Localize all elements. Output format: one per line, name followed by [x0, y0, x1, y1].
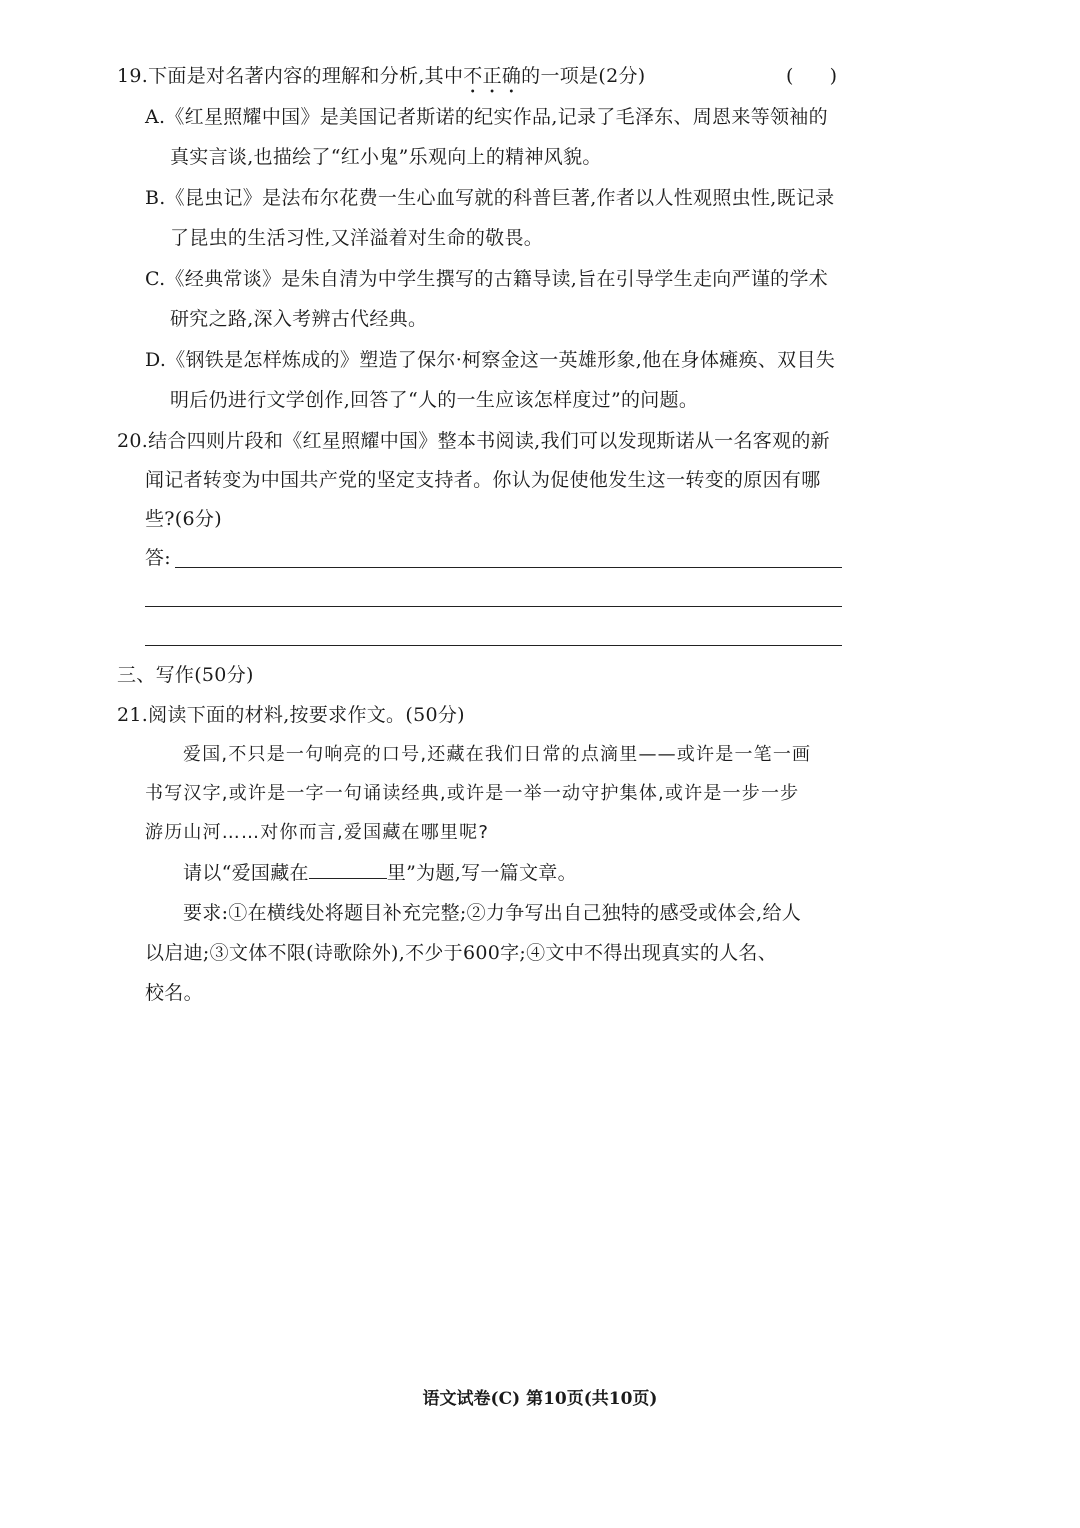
q19-option-d-line-2: 明后仍进行文学创作,回答了“人的一生应该怎样度过”的问题。 [170, 389, 699, 411]
q19-option-a-line-1: A.《红星照耀中国》是美国记者斯诺的纪实作品,记录了毛泽东、周恩来等领袖的 [145, 106, 828, 128]
q20-line-2: 闻记者转变为中国共产党的坚定支持者。你认为促使他发生这一转变的原因有哪 [145, 469, 821, 491]
q21-material-line-2: 书写汉字,或许是一字一句诵读经典,或许是一举一动守护集体,或许是一步一步 [145, 783, 800, 804]
section-3-heading: 三、写作(50分) [117, 664, 254, 686]
page-footer: 语文试卷(C) 第10页(共10页) [422, 1389, 658, 1409]
q21-requirement-line-1: 要求:①在横线处将题目补充完整;②力争写出自己独特的感受或体会,给人 [183, 902, 802, 924]
q21-material-line-3: 游历山河……对你而言,爱国藏在哪里呢? [145, 822, 490, 843]
q19-stem-b: 的一项是(2分) [521, 65, 646, 87]
q20-answer-line-3[interactable] [145, 645, 842, 646]
q20-answer-label: 答: [145, 547, 172, 569]
q19-option-b-line-1: B.《昆虫记》是法布尔花费一生心血写就的科普巨著,作者以人性观照虫性,既记录 [145, 187, 835, 209]
q20-answer-line-1[interactable] [175, 567, 842, 568]
q19-stem-a: 19.下面是对名著内容的理解和分析,其中 [117, 65, 464, 87]
q19-answer-paren[interactable]: ( ) [786, 65, 838, 87]
q21-material-line-1: 爱国,不只是一句响亮的口号,还藏在我们日常的点滴里——或许是一笔一画 [183, 744, 812, 765]
q19-option-d-line-1: D.《钢铁是怎样炼成的》塑造了保尔·柯察金这一英雄形象,他在身体瘫痪、双目失 [145, 349, 836, 371]
q21-prompt-a: 请以“爱国藏在 [183, 862, 309, 884]
q21-requirement-line-2: 以启迪;③文体不限(诗歌除外),不少于600字;④文中不得出现真实的人名、 [145, 942, 778, 964]
q19-option-b-line-2: 了昆虫的生活习性,又洋溢着对生命的敬畏。 [170, 227, 544, 249]
q20-line-3: 些?(6分) [145, 508, 222, 530]
q19-option-a-line-2: 真实言谈,也描绘了“红小鬼”乐观向上的精神风貌。 [170, 146, 602, 168]
q21-requirement-line-3: 校名。 [145, 982, 203, 1004]
q21-prompt-b: 里”为题,写一篇文章。 [386, 862, 577, 884]
q19-option-c-line-2: 研究之路,深入考辨古代经典。 [170, 308, 428, 330]
q21-stem: 21.阅读下面的材料,按要求作文。(50分) [117, 704, 465, 726]
q21-title-blank[interactable] [309, 860, 387, 879]
q19-stem [117, 63, 646, 98]
q19-option-c-line-1: C.《经典常谈》是朱自清为中学生撰写的古籍导读,旨在引导学生走向严谨的学术 [145, 268, 829, 290]
q21-prompt [183, 860, 577, 886]
q20-line-1: 20.结合四则片段和《红星照耀中国》整本书阅读,我们可以发现斯诺从一名客观的新 [117, 430, 830, 452]
q20-answer-line-2[interactable] [145, 606, 842, 607]
q19-stem-emphasis: 不正确 [463, 65, 522, 87]
